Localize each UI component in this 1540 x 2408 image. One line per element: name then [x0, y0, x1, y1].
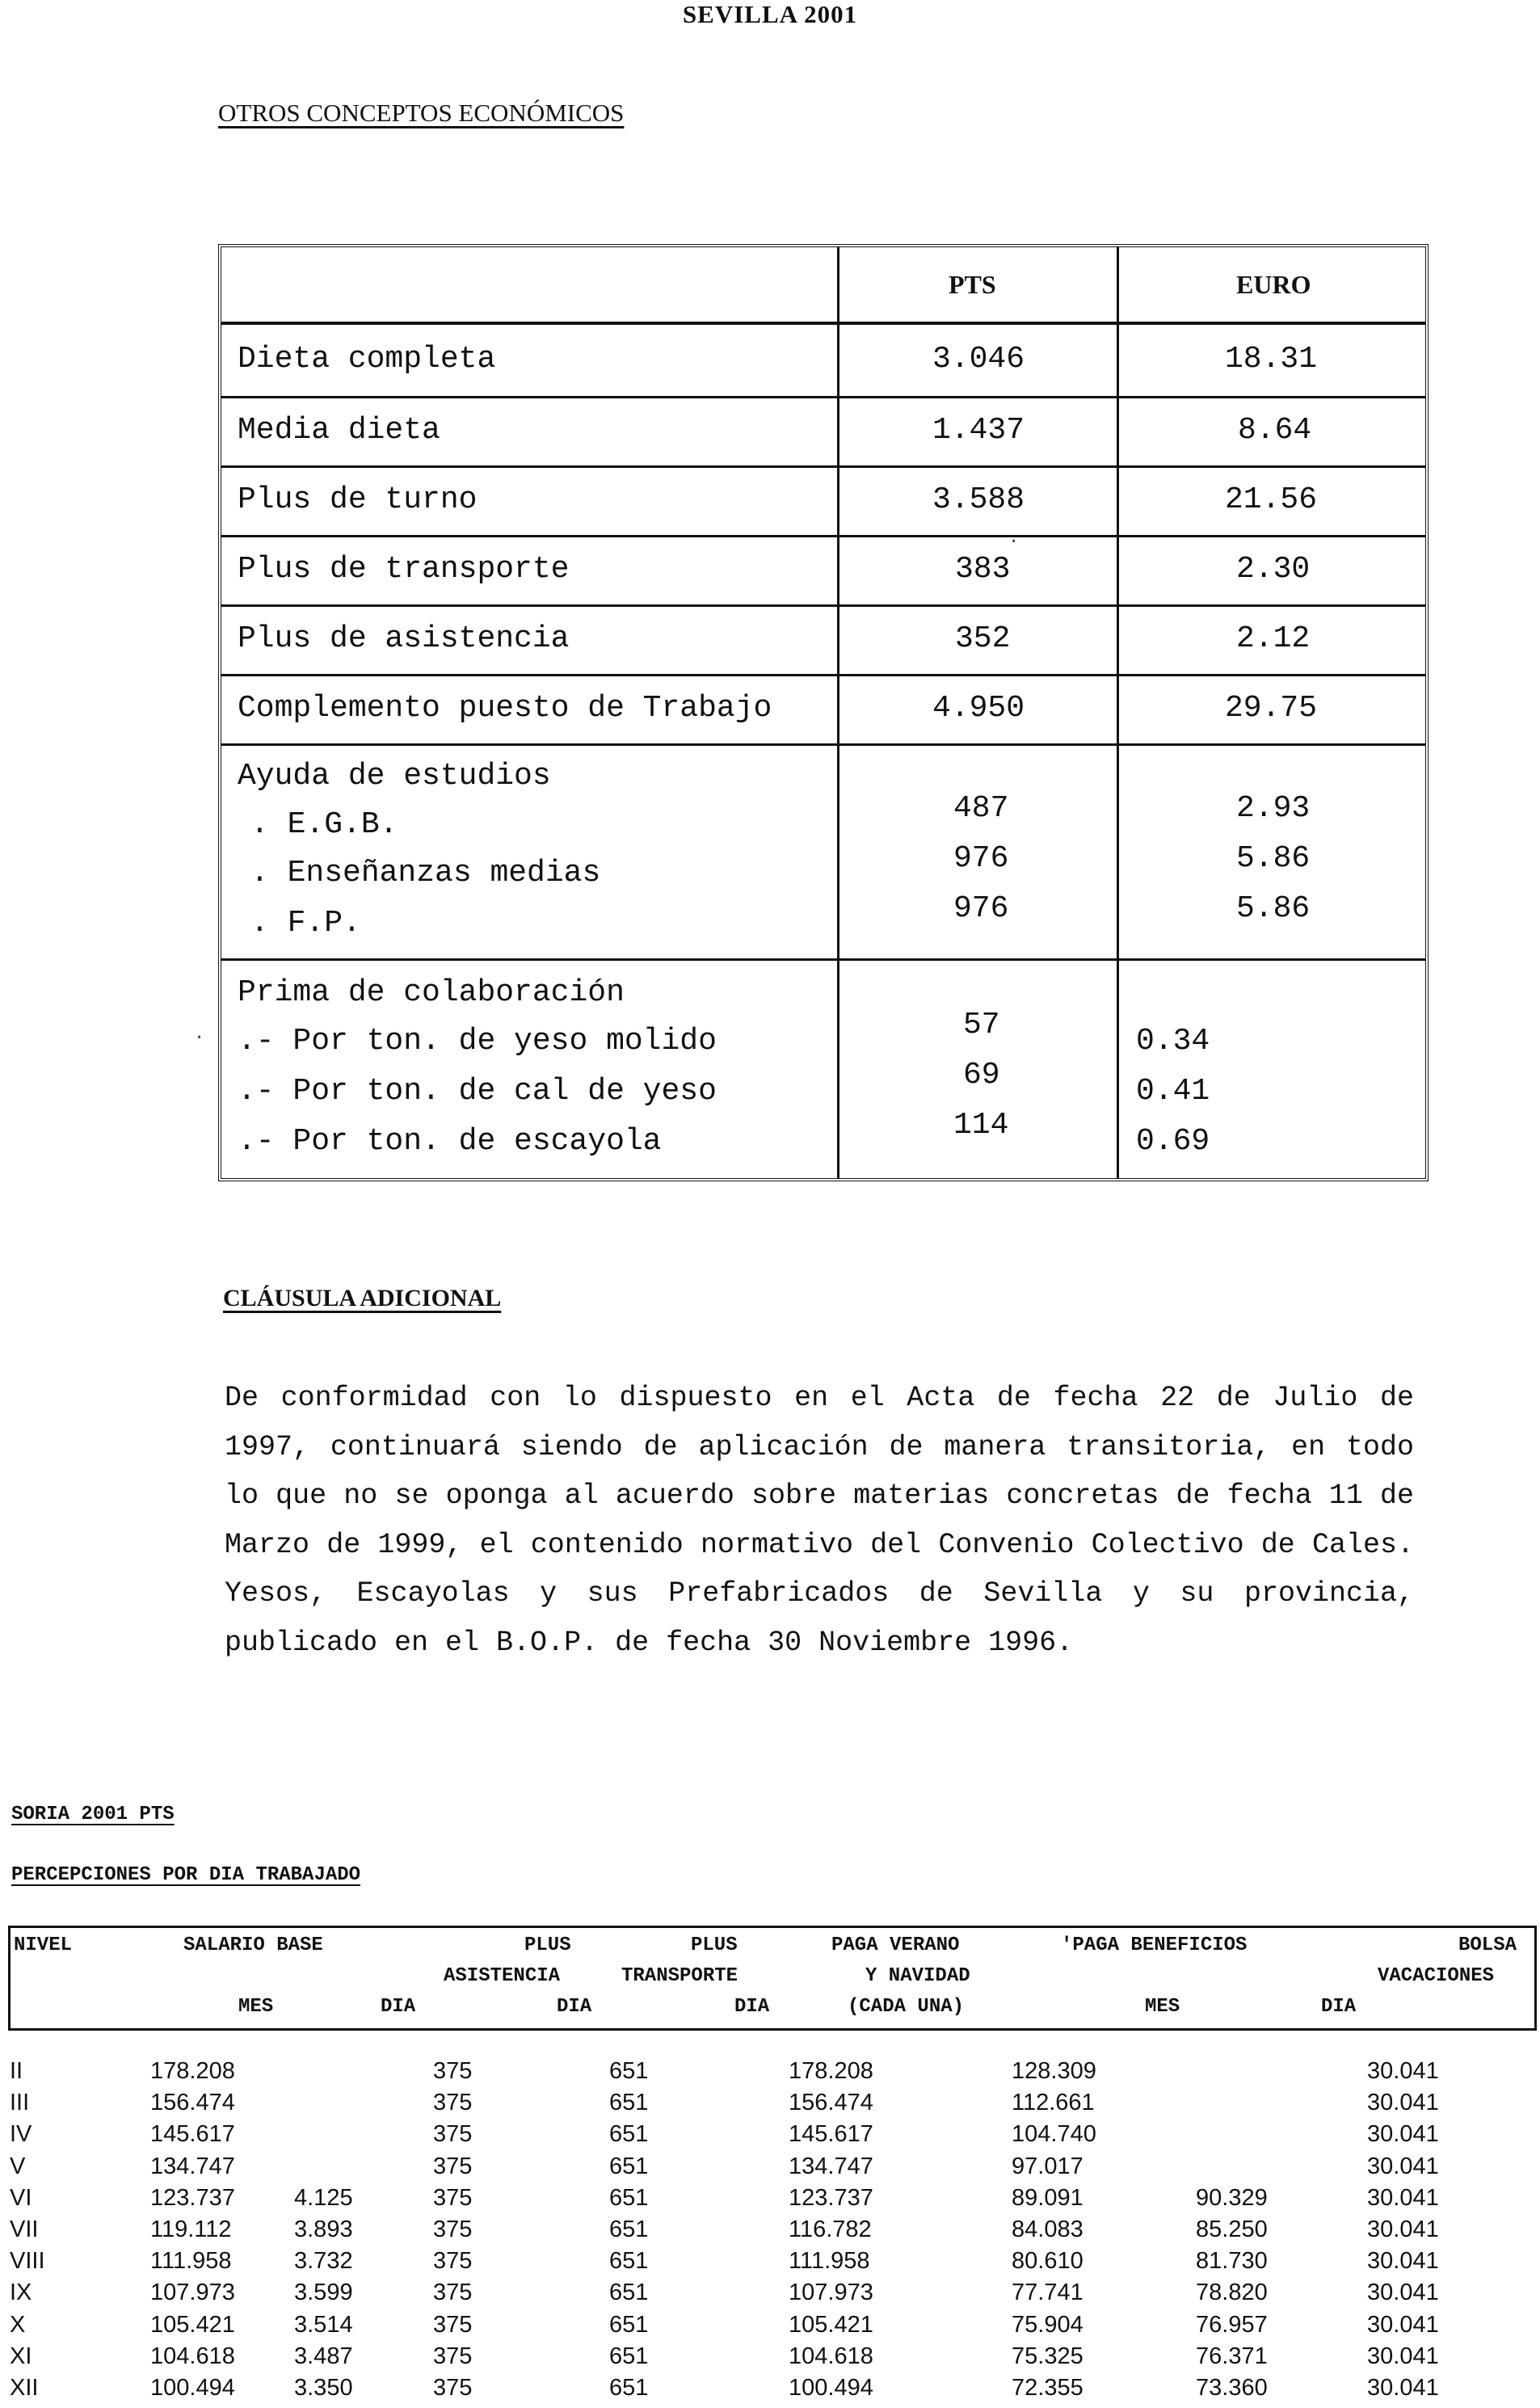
- row-label: . Enseñanzas medias: [250, 856, 601, 890]
- row-label: .- Por ton. de yeso molido: [238, 1024, 717, 1059]
- column-divider: [1117, 247, 1119, 1178]
- cell-sb-dia: 4.125: [294, 2184, 353, 2211]
- row-pts: 352: [955, 621, 1011, 656]
- row-pts: 114: [953, 1108, 1009, 1143]
- row-euro: 2.30: [1236, 552, 1311, 587]
- cell-sb-dia: 3.732: [294, 2248, 353, 2275]
- row-divider: [221, 465, 1425, 468]
- cell-paga: 100.494: [789, 2375, 873, 2401]
- cell-ben-mes: 104.740: [1012, 2121, 1096, 2148]
- row-divider: [221, 743, 1425, 746]
- cell-nivel: II: [10, 2058, 23, 2084]
- row-label: . E.G.B.: [250, 807, 398, 842]
- row-label: Media dieta: [238, 413, 440, 448]
- cell-asist: 375: [433, 2311, 473, 2338]
- header-paga-verano-2: Y NAVIDAD: [865, 1965, 970, 1987]
- cell-bolsa: 30.041: [1367, 2184, 1439, 2211]
- cell-ben-mes: 80.610: [1012, 2248, 1083, 2275]
- cell-bolsa: 30.041: [1367, 2248, 1439, 2275]
- cell-sb-dia: 3.893: [294, 2216, 353, 2242]
- page-title: SEVILLA 2001: [682, 0, 858, 28]
- header-paga-verano-3: (CADA UNA): [848, 1996, 965, 2018]
- column-header-euro: EURO: [1236, 270, 1311, 299]
- table-row: [0, 2343, 1540, 2376]
- row-pts: 976: [953, 841, 1009, 876]
- cell-bolsa: 30.041: [1367, 2090, 1439, 2116]
- cell-bolsa: 30.041: [1367, 2153, 1439, 2179]
- cell-ben-mes: 75.904: [1012, 2311, 1083, 2338]
- cell-transp: 651: [609, 2216, 649, 2242]
- cell-sb-mes: 100.494: [150, 2375, 235, 2401]
- row-pts: 976: [953, 891, 1009, 926]
- cell-sb-mes: 178.208: [150, 2058, 235, 2084]
- cell-sb-mes: 134.747: [150, 2153, 235, 2179]
- table-row: [0, 2153, 1540, 2186]
- header-plus-asistencia: PLUS: [524, 1934, 571, 1956]
- cell-sb-dia: 3.350: [294, 2375, 353, 2401]
- cell-transp: 651: [609, 2121, 649, 2148]
- header-paga-verano: PAGA VERANO: [831, 1934, 960, 1956]
- table-row: [0, 2216, 1540, 2249]
- row-label: Complemento puesto de Trabajo: [238, 691, 772, 726]
- row-euro: 2.12: [1236, 621, 1311, 656]
- row-euro: 5.86: [1236, 891, 1311, 926]
- cell-bolsa: 30.041: [1367, 2311, 1439, 2338]
- cell-transp: 651: [609, 2375, 649, 2401]
- cell-transp: 651: [609, 2280, 649, 2306]
- cell-asist: 375: [433, 2216, 473, 2242]
- cell-transp: 651: [609, 2248, 649, 2275]
- clause-paragraph: De conformidad con lo dispuesto en el Acta de fecha 22 de Julio de 1997, continuará siendo de aplicación de manera transitoria, en todo lo que no se oponga al acuerdo sobre materias concretas de fecha 11 de Marzo de 1999, el contenido normativo del Convenio Colectivo de Cales. Yesos, Escayolas y sus Prefabricados de Sevilla y su provincia, publicado en el B.O.P. de fecha 30 Noviembre 1996.: [225, 1382, 1414, 1659]
- row-label: Plus de transporte: [238, 552, 570, 587]
- group-title: Ayuda de estudios: [238, 759, 551, 794]
- cell-sb-mes: 104.618: [150, 2343, 235, 2369]
- cell-ben-dia: 73.360: [1196, 2375, 1268, 2401]
- cell-asist: 375: [433, 2280, 473, 2306]
- row-euro: 2.93: [1236, 791, 1311, 826]
- cell-sb-mes: 123.737: [150, 2184, 235, 2211]
- table-row: [0, 2248, 1540, 2280]
- cell-bolsa: 30.041: [1367, 2343, 1439, 2369]
- cell-asist: 375: [433, 2375, 473, 2401]
- cell-bolsa: 30.041: [1367, 2216, 1439, 2242]
- cell-transp: 651: [609, 2184, 649, 2211]
- row-pts: 487: [953, 791, 1009, 826]
- cell-asist: 375: [433, 2248, 473, 2275]
- cell-nivel: V: [10, 2153, 26, 2179]
- group-title: Prima de colaboración: [238, 975, 625, 1010]
- row-label: Plus de asistencia: [238, 621, 570, 656]
- scan-speck: ·: [1008, 532, 1020, 552]
- table-row: [0, 2121, 1540, 2153]
- table-row: [0, 2280, 1540, 2312]
- header-sub-dia: DIA: [381, 1996, 416, 2018]
- cell-ben-mes: 72.355: [1012, 2375, 1083, 2401]
- cell-paga: 156.474: [789, 2090, 873, 2116]
- column-header-pts: PTS: [949, 270, 996, 299]
- cell-ben-dia: 76.371: [1196, 2343, 1268, 2369]
- row-label: .- Por ton. de escayola: [238, 1124, 662, 1159]
- cell-paga: 178.208: [789, 2058, 873, 2084]
- cell-sb-mes: 156.474: [150, 2090, 235, 2116]
- row-label: . F.P.: [250, 906, 361, 941]
- cell-asist: 375: [433, 2058, 473, 2084]
- row-label: Dieta completa: [238, 342, 496, 377]
- cell-ben-mes: 89.091: [1012, 2184, 1083, 2211]
- header-sub-mes: MES: [238, 1996, 274, 2018]
- row-pts: 383: [955, 552, 1011, 587]
- cell-asist: 375: [433, 2090, 473, 2116]
- soria-title: SORIA 2001 PTS: [11, 1804, 175, 1825]
- cell-paga: 111.958: [789, 2248, 870, 2275]
- header-sub-dia: DIA: [1321, 1996, 1357, 2018]
- cell-asist: 375: [433, 2184, 473, 2211]
- cell-ben-mes: 128.309: [1012, 2058, 1096, 2084]
- row-pts: 3.046: [932, 342, 1025, 377]
- cell-ben-mes: 97.017: [1012, 2153, 1083, 2179]
- cell-sb-dia: 3.487: [294, 2343, 353, 2369]
- cell-transp: 651: [609, 2090, 649, 2116]
- row-pts: 69: [963, 1058, 1000, 1092]
- row-label: .- Por ton. de cal de yeso: [238, 1074, 717, 1109]
- row-pts: 1.437: [932, 413, 1025, 448]
- cell-sb-dia: 3.599: [294, 2280, 353, 2306]
- concepts-table: [218, 244, 1428, 1181]
- cell-ben-mes: 77.741: [1012, 2280, 1083, 2306]
- header-sub-mes: MES: [1145, 1996, 1180, 2018]
- column-divider: [837, 247, 839, 1178]
- cell-ben-dia: 90.329: [1196, 2184, 1268, 2211]
- soria-subtitle: PERCEPCIONES POR DIA TRABAJADO: [11, 1864, 361, 1886]
- cell-bolsa: 30.041: [1367, 2121, 1439, 2148]
- table-row: [0, 2058, 1540, 2090]
- cell-paga: 104.618: [789, 2343, 873, 2369]
- cell-paga: 123.737: [789, 2184, 873, 2211]
- cell-sb-mes: 145.617: [150, 2121, 235, 2148]
- row-divider: [221, 958, 1425, 961]
- row-euro: 8.64: [1238, 413, 1312, 448]
- clause-title: CLÁUSULA ADICIONAL: [223, 1285, 502, 1311]
- cell-ben-dia: 85.250: [1196, 2216, 1268, 2242]
- cell-nivel: VII: [10, 2216, 39, 2242]
- cell-sb-mes: 119.112: [150, 2216, 232, 2242]
- row-euro: 21.56: [1225, 482, 1318, 517]
- row-euro: 29.75: [1225, 691, 1318, 726]
- header-plus-transporte: PLUS: [691, 1934, 738, 1956]
- table-row: [0, 2312, 1540, 2344]
- cell-transp: 651: [609, 2058, 649, 2084]
- cell-nivel: XI: [10, 2343, 32, 2369]
- cell-asist: 375: [433, 2153, 473, 2179]
- header-bolsa-vacaciones: VACACIONES: [1378, 1965, 1495, 1987]
- soria-table-header: [8, 1926, 1537, 2031]
- cell-asist: 375: [433, 2343, 473, 2369]
- scan-speck: ·: [194, 1028, 205, 1048]
- cell-ben-dia: 81.730: [1196, 2248, 1268, 2275]
- header-bolsa: BOLSA: [1458, 1934, 1517, 1956]
- header-plus-asistencia-2: ASISTENCIA: [444, 1965, 561, 1987]
- table-row: [0, 2375, 1540, 2407]
- cell-nivel: IV: [10, 2121, 32, 2148]
- row-divider: [221, 604, 1425, 607]
- row-pts: 3.588: [932, 482, 1025, 517]
- cell-transp: 651: [609, 2343, 649, 2369]
- cell-paga: 116.782: [789, 2216, 872, 2242]
- row-euro: 0.69: [1136, 1124, 1210, 1159]
- header-plus-transporte-2: TRANSPORTE: [621, 1965, 738, 1987]
- row-euro: 0.34: [1136, 1024, 1210, 1059]
- cell-sb-mes: 107.973: [150, 2280, 235, 2306]
- section-title: OTROS CONCEPTOS ECONÓMICOS: [218, 99, 625, 127]
- row-divider: [221, 322, 1425, 325]
- cell-ben-dia: 78.820: [1196, 2280, 1268, 2306]
- row-euro: 0.41: [1136, 1074, 1210, 1109]
- cell-sb-mes: 105.421: [150, 2311, 235, 2338]
- row-divider: [221, 535, 1425, 537]
- row-pts: 4.950: [932, 691, 1025, 726]
- cell-ben-mes: 75.325: [1012, 2343, 1083, 2369]
- row-euro: 18.31: [1225, 342, 1318, 377]
- cell-sb-dia: 3.514: [294, 2311, 353, 2338]
- cell-nivel: VIII: [10, 2248, 45, 2275]
- table-row: [0, 2090, 1540, 2122]
- cell-bolsa: 30.041: [1367, 2058, 1439, 2084]
- cell-paga: 145.617: [789, 2121, 873, 2148]
- table-row: [0, 2185, 1540, 2217]
- cell-paga: 107.973: [789, 2280, 873, 2306]
- cell-transp: 651: [609, 2153, 649, 2179]
- row-label: Plus de turno: [238, 482, 478, 517]
- cell-asist: 375: [433, 2121, 473, 2148]
- cell-transp: 651: [609, 2311, 649, 2338]
- cell-bolsa: 30.041: [1367, 2280, 1439, 2306]
- cell-nivel: IX: [10, 2280, 32, 2306]
- cell-sb-mes: 111.958: [150, 2248, 232, 2275]
- cell-ben-mes: 112.661: [1012, 2090, 1095, 2116]
- row-divider: [221, 396, 1425, 398]
- cell-ben-mes: 84.083: [1012, 2216, 1083, 2242]
- cell-nivel: XII: [10, 2375, 39, 2401]
- cell-paga: 105.421: [789, 2311, 873, 2338]
- cell-nivel: X: [10, 2311, 26, 2338]
- header-paga-beneficios: 'PAGA BENEFICIOS: [1061, 1934, 1248, 1956]
- header-salario-base: SALARIO BASE: [183, 1934, 323, 1956]
- cell-nivel: VI: [10, 2184, 32, 2211]
- row-euro: 5.86: [1236, 841, 1311, 876]
- header-nivel: NIVEL: [14, 1934, 73, 1956]
- row-pts: 57: [963, 1008, 1000, 1042]
- header-sub-dia: DIA: [734, 1996, 770, 2018]
- cell-nivel: III: [10, 2090, 30, 2116]
- header-sub-dia: DIA: [557, 1996, 592, 2018]
- cell-bolsa: 30.041: [1367, 2375, 1439, 2401]
- cell-paga: 134.747: [789, 2153, 873, 2179]
- cell-ben-dia: 76.957: [1196, 2311, 1268, 2338]
- row-divider: [221, 674, 1425, 676]
